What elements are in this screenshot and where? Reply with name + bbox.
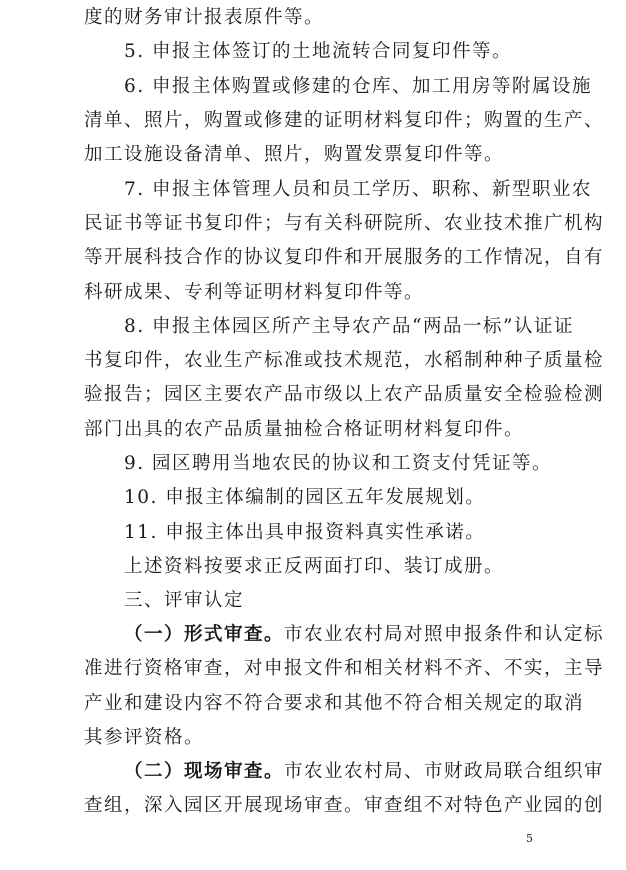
- text-line: 5. 申报主体签订的土地流转合同复印件等。: [124, 41, 513, 62]
- text-line: 7. 申报主体管理人员和员工学历、职称、新型职业农: [124, 179, 593, 200]
- text-line: 8. 申报主体园区所产主导农产品“两品一标”认证证: [124, 316, 574, 337]
- text-line: 准进行资格审查，对申报文件和相关材料不齐、不实，主导: [84, 658, 605, 679]
- text-line: （一）形式审查。市农业农村局对照申报条件和认定标: [124, 624, 605, 645]
- text-line: 11. 申报主体出具申报资料真实性承诺。: [124, 522, 486, 543]
- text-line: 部门出具的农产品质量抽检合格证明材料复印件。: [84, 419, 525, 440]
- text-line: 度的财务审计报表原件等。: [84, 7, 325, 28]
- subsection-heading: （二）现场审查。: [124, 761, 285, 782]
- text-line: 上述资料按要求正反两面打印、装订成册。: [124, 556, 505, 577]
- subsection-heading: （一）形式审查。: [124, 624, 285, 645]
- text-line: （二）现场审查。市农业农村局、市财政局联合组织审: [124, 761, 605, 782]
- text-line: 9. 园区聘用当地农民的协议和工资支付凭证等。: [124, 453, 553, 474]
- text-line: 10. 申报主体编制的园区五年发展规划。: [124, 487, 486, 508]
- page-number: 5: [526, 832, 533, 845]
- text-line: 民证书等证书复印件；与有关科研院所、农业技术推广机构: [84, 213, 605, 234]
- text-line: 6. 申报主体购置或修建的仓库、加工用房等附属设施: [124, 76, 593, 97]
- text-line: 等开展科技合作的协议复印件和开展服务的工作情况，自有: [84, 247, 605, 268]
- text-line: 加工设施设备清单、照片，购置发票复印件等。: [84, 144, 505, 165]
- text-line: 科研成果、专利等证明材料复印件等。: [84, 282, 425, 303]
- text-line: 查组，深入园区开展现场审查。审查组不对特色产业园的创: [84, 795, 605, 816]
- text-line: 其参评资格。: [84, 727, 205, 748]
- text-line: 书复印件，农业生产标准或技术规范，水稻制种种子质量检: [84, 350, 605, 371]
- text-line: 验报告；园区主要农产品市级以上农产品质量安全检验检测: [84, 384, 605, 405]
- text-line: 产业和建设内容不符合要求和其他不符合相关规定的取消: [84, 693, 585, 714]
- section-heading: 三、评审认定: [124, 590, 245, 611]
- text-line: 清单、照片，购置或修建的证明材料复印件；购置的生产、: [84, 110, 605, 131]
